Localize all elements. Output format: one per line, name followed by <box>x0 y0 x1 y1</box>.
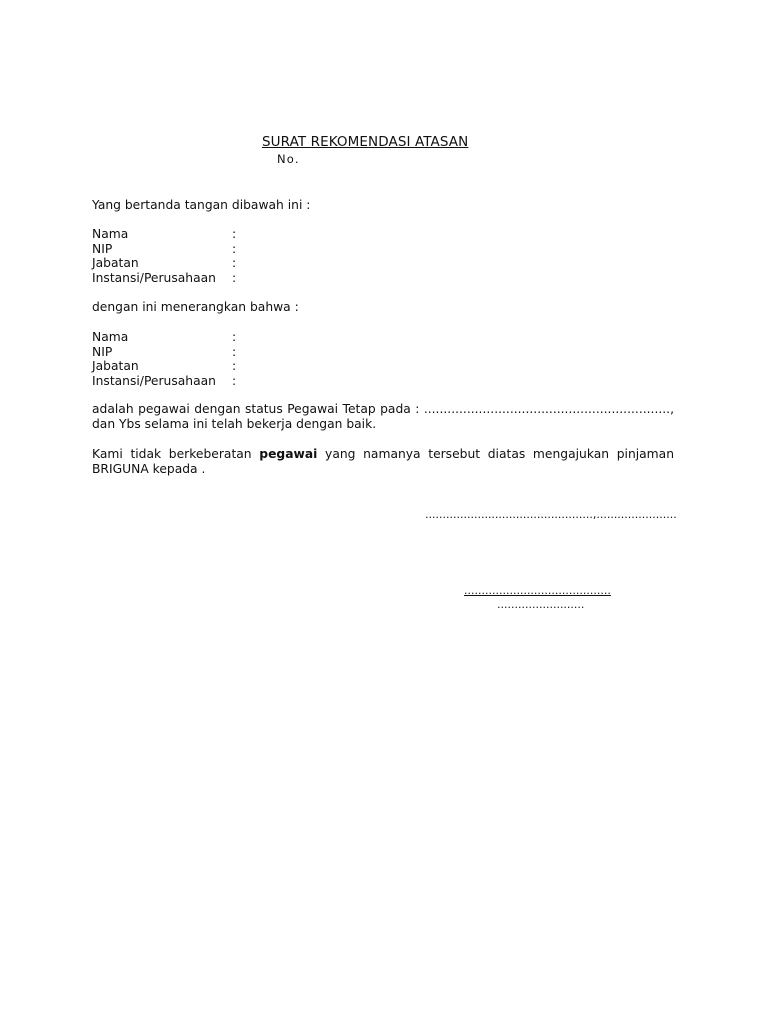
employee-field-instansi <box>92 374 392 389</box>
signer-field-nama <box>92 227 392 242</box>
paragraph-bold-text: pegawai <box>259 447 318 461</box>
employment-status-paragraph: adalah pegawai dengan status Pegawai Tetap pada : ..............................................................., dan Ybs selama ini telah bekerja dengan baik. <box>92 402 674 431</box>
signature-name-line: .......................................... <box>464 584 611 597</box>
employee-field-nama <box>92 330 392 345</box>
field-label: NIP <box>92 344 113 359</box>
signer-field-instansi <box>92 271 392 286</box>
field-label: Jabatan <box>92 359 139 373</box>
employee-fields <box>92 330 392 388</box>
declare-text: dengan ini menerangkan bahwa : <box>92 300 299 314</box>
field-label: Nama <box>92 227 129 241</box>
field-colon: : <box>232 256 237 270</box>
field-label: Instansi/Perusahaan <box>92 270 216 285</box>
intro-text: Yang bertanda tangan dibawah ini : <box>92 198 311 212</box>
place-date-line: ................................................,....................... <box>425 508 677 521</box>
field-label: Nama <box>92 330 129 344</box>
employee-field-jabatan <box>92 359 392 374</box>
no-objection-paragraph <box>92 447 674 477</box>
field-label: NIP <box>92 241 113 256</box>
signer-fields <box>92 227 392 285</box>
field-colon: : <box>232 344 237 359</box>
field-colon: : <box>232 227 237 241</box>
paragraph-text: Kami tidak berkeberatan <box>92 447 260 461</box>
paragraph-text: yang namanya tersebut diatas mengajukan pinjaman BRIGUNA kepada . <box>92 447 674 476</box>
field-colon: : <box>232 359 237 373</box>
employee-field-nip <box>92 345 392 360</box>
field-colon: : <box>232 330 237 344</box>
field-colon: : <box>232 241 237 256</box>
field-label: Jabatan <box>92 256 139 270</box>
letter-title: SURAT REKOMENDASI ATASAN <box>262 134 469 150</box>
field-colon: : <box>232 373 237 388</box>
field-colon: : <box>232 270 237 285</box>
field-label: Instansi/Perusahaan <box>92 373 216 388</box>
signer-field-nip <box>92 242 392 257</box>
letter-number-label: No. <box>277 152 300 166</box>
signer-field-jabatan <box>92 256 392 271</box>
signature-title-line: ......................... <box>497 598 585 611</box>
